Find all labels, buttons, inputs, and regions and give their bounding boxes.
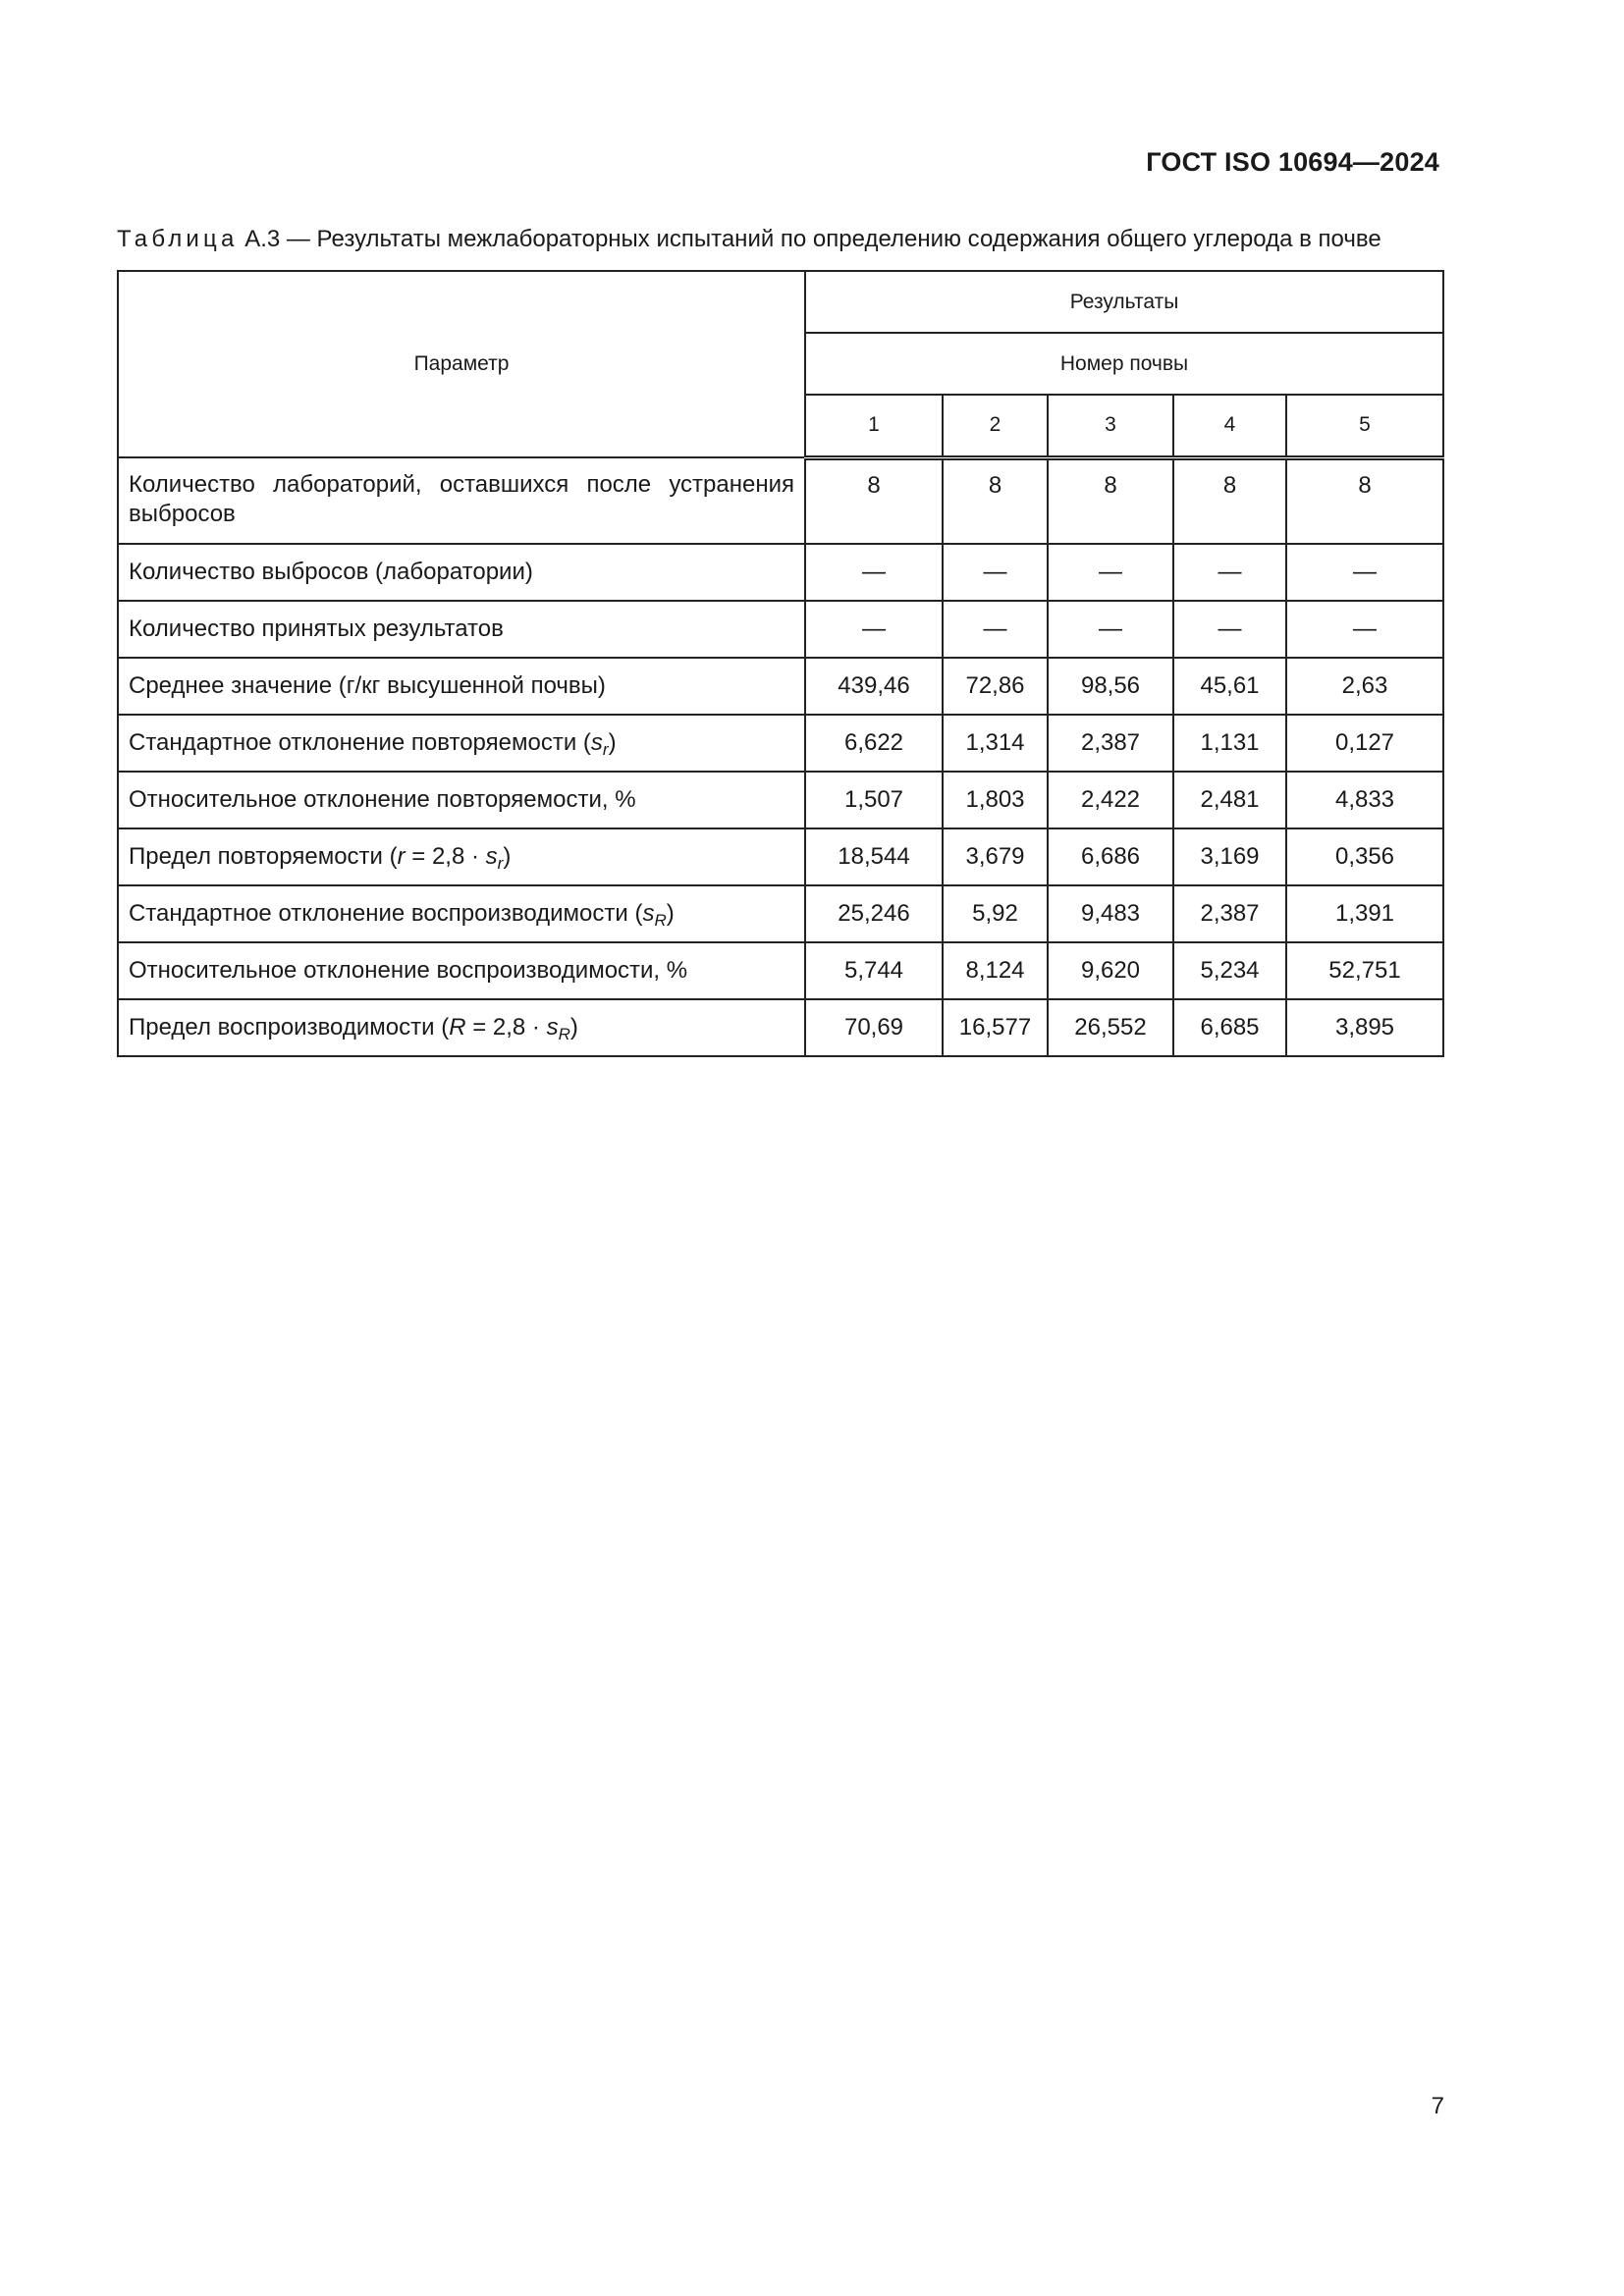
value-cell: 1,131 — [1173, 715, 1286, 772]
value-cell: 1,314 — [943, 715, 1048, 772]
value-cell: — — [1173, 601, 1286, 658]
variable-subscript: R — [654, 911, 667, 930]
value-cell: 9,483 — [1048, 885, 1173, 942]
value-cell: 18,544 — [805, 828, 943, 885]
soil-number-cell: 4 — [1173, 395, 1286, 457]
value-cell: 9,620 — [1048, 942, 1173, 999]
value-cell: 1,391 — [1286, 885, 1443, 942]
value-cell: 1,507 — [805, 772, 943, 828]
value-cell: — — [1286, 544, 1443, 601]
parameter-cell — [118, 544, 805, 601]
parameter-text: Количество выбросов (лаборатории) — [129, 559, 533, 585]
value-cell: — — [1286, 601, 1443, 658]
parameter-header: Параметр — [118, 271, 805, 457]
parameter-suffix: ) — [503, 843, 512, 870]
parameter-text: Стандартное отклонение воспроизводимости ( — [129, 900, 643, 927]
variable: R — [449, 1014, 466, 1041]
value-cell: 5,92 — [943, 885, 1048, 942]
parameter-text: Относительное отклонение воспроизводимости, % — [129, 957, 688, 984]
value-cell: 4,833 — [1286, 772, 1443, 828]
value-cell: 70,69 — [805, 999, 943, 1056]
value-cell: 2,387 — [1048, 715, 1173, 772]
value-cell: — — [805, 601, 943, 658]
value-cell: 3,895 — [1286, 999, 1443, 1056]
value-cell: 6,685 — [1173, 999, 1286, 1056]
value-cell: 8 — [805, 457, 943, 544]
parameter-text: Среднее значение (г/кг высушенной почвы) — [129, 672, 606, 699]
parameter-cell — [118, 942, 805, 999]
parameter-cell — [118, 885, 805, 942]
value-cell: 8,124 — [943, 942, 1048, 999]
parameter-suffix: ) — [569, 1014, 578, 1041]
parameter-cell — [118, 999, 805, 1056]
formula-text: = 2,8 · — [405, 843, 486, 870]
value-cell: 52,751 — [1286, 942, 1443, 999]
table-row — [118, 601, 1443, 658]
soil-number-cell: 5 — [1286, 395, 1443, 457]
parameter-text: Количество лабораторий, оставшихся после устранения выбросов — [129, 471, 794, 527]
table-caption — [117, 226, 1442, 253]
value-cell: 2,481 — [1173, 772, 1286, 828]
parameter-text: Относительное отклонение повторяемости, % — [129, 786, 636, 813]
parameter-text: Предел повторяемости ( — [129, 843, 398, 870]
results-table — [117, 270, 1444, 1057]
variable: s — [590, 729, 603, 756]
value-cell: 45,61 — [1173, 658, 1286, 715]
value-cell: 8 — [1048, 457, 1173, 544]
table-row — [118, 457, 1443, 544]
table-row — [118, 828, 1443, 885]
value-cell: 2,63 — [1286, 658, 1443, 715]
value-cell: 25,246 — [805, 885, 943, 942]
caption-label: Таблица — [117, 226, 239, 252]
value-cell: 72,86 — [943, 658, 1048, 715]
table-row — [118, 715, 1443, 772]
value-cell: 2,422 — [1048, 772, 1173, 828]
document-code: ГОСТ ISO 10694—2024 — [1146, 147, 1439, 177]
variable-subscript: r — [602, 740, 609, 759]
table-row — [118, 772, 1443, 828]
value-cell: — — [1048, 601, 1173, 658]
value-cell: 5,744 — [805, 942, 943, 999]
value-cell: 6,622 — [805, 715, 943, 772]
table-row — [118, 942, 1443, 999]
value-cell: 2,387 — [1173, 885, 1286, 942]
parameter-cell — [118, 658, 805, 715]
value-cell: — — [805, 544, 943, 601]
parameter-suffix: ) — [608, 729, 617, 756]
caption-title: — Результаты межлабораторных испытаний по определению содержания общего углерода в почве — [286, 226, 1381, 252]
parameter-cell — [118, 601, 805, 658]
soil-number-cell: 2 — [943, 395, 1048, 457]
soil-number-cell: 3 — [1048, 395, 1173, 457]
value-cell: 1,803 — [943, 772, 1048, 828]
parameter-cell — [118, 457, 805, 544]
value-cell: 8 — [1286, 457, 1443, 544]
table-row — [118, 999, 1443, 1056]
value-cell: — — [1173, 544, 1286, 601]
value-cell: 439,46 — [805, 658, 943, 715]
variable: s — [485, 843, 498, 870]
value-cell: — — [943, 544, 1048, 601]
table-row — [118, 885, 1443, 942]
value-cell: 8 — [943, 457, 1048, 544]
value-cell: 3,679 — [943, 828, 1048, 885]
parameter-cell — [118, 715, 805, 772]
value-cell: 3,169 — [1173, 828, 1286, 885]
value-cell: — — [1048, 544, 1173, 601]
variable: r — [397, 843, 406, 870]
parameter-text: Стандартное отклонение повторяемости ( — [129, 729, 591, 756]
parameter-text: Количество принятых результатов — [129, 615, 504, 642]
value-cell: 0,356 — [1286, 828, 1443, 885]
value-cell: 8 — [1173, 457, 1286, 544]
value-cell: 26,552 — [1048, 999, 1173, 1056]
parameter-text: Предел воспроизводимости ( — [129, 1014, 450, 1041]
variable: s — [546, 1014, 559, 1041]
variable: s — [642, 900, 655, 927]
parameter-suffix: ) — [666, 900, 675, 927]
variable-subscript: r — [497, 854, 504, 873]
parameter-cell — [118, 772, 805, 828]
formula-text: = 2,8 · — [465, 1014, 547, 1041]
table-body — [118, 457, 1443, 1056]
caption-number: А.3 — [244, 226, 281, 252]
page-number: 7 — [1431, 2093, 1444, 2119]
table-row — [118, 544, 1443, 601]
value-cell: — — [943, 601, 1048, 658]
variable-subscript: R — [558, 1025, 570, 1043]
value-cell: 16,577 — [943, 999, 1048, 1056]
soil-number-header: Номер почвы — [805, 333, 1443, 395]
parameter-cell — [118, 828, 805, 885]
value-cell: 0,127 — [1286, 715, 1443, 772]
value-cell: 98,56 — [1048, 658, 1173, 715]
value-cell: 5,234 — [1173, 942, 1286, 999]
results-header: Результаты — [805, 271, 1443, 333]
value-cell: 6,686 — [1048, 828, 1173, 885]
table-row — [118, 658, 1443, 715]
soil-number-cell: 1 — [805, 395, 943, 457]
